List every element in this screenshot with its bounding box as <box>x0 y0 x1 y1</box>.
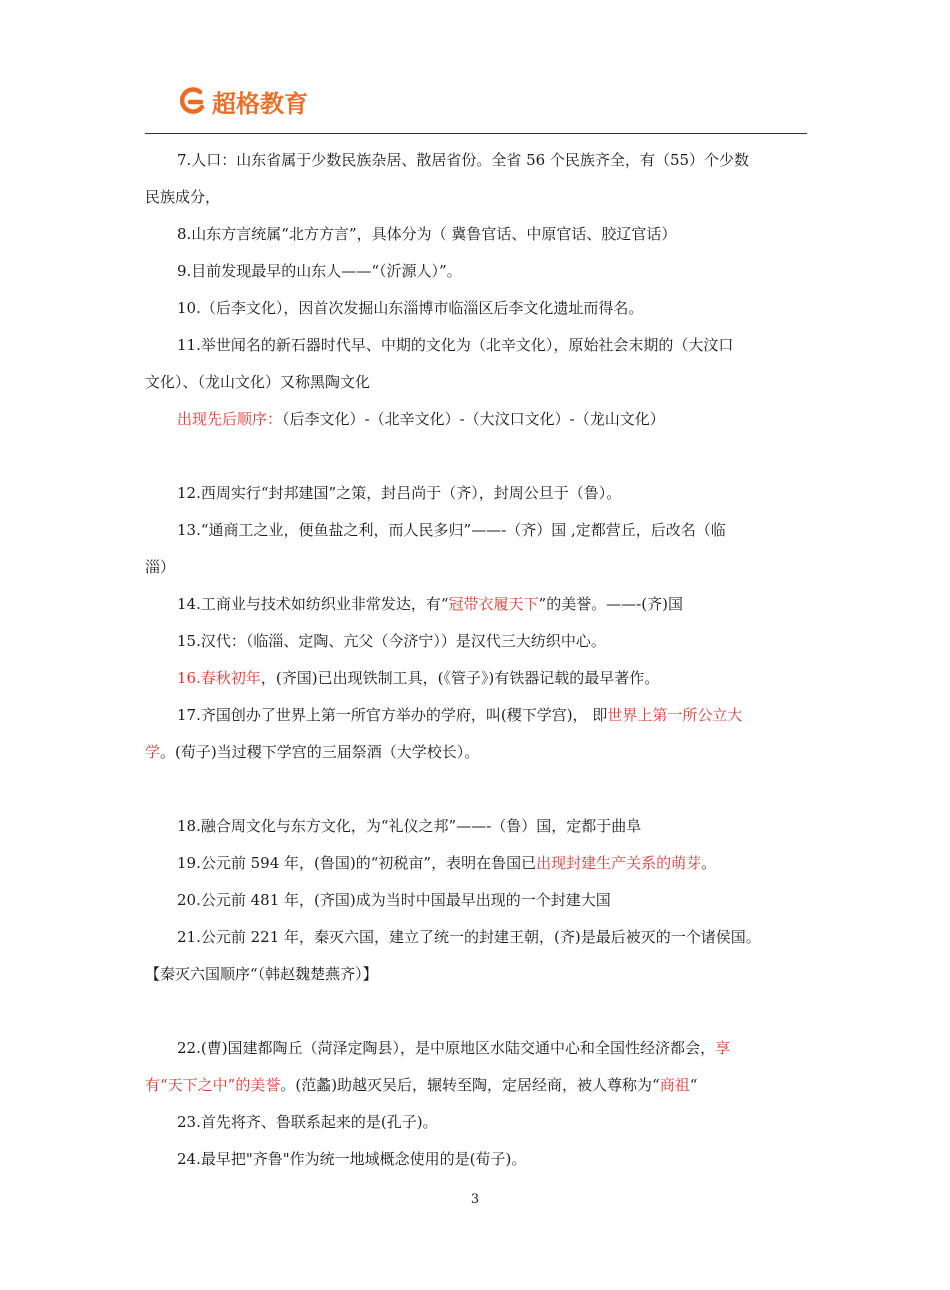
item-18: 18.融合周文化与东方文化，为“礼仪之邦”——-（鲁）国，定都于曲阜 <box>177 817 642 835</box>
item-7-line-2: 民族成分， <box>145 188 221 206</box>
item-13-line-1: 13.“通商工之业，便鱼盐之利，而人民多归”——-（齐）国 ,定都营丘，后改名（临 <box>177 521 726 539</box>
item-22-highlight-2: 有“天下之中”的美誉 <box>145 1076 281 1094</box>
item-16-text: ，(齐国)已出现铁制工具，(《管子》)有铁器记载的最早著作。 <box>260 669 660 687</box>
item-17-line-2 <box>145 734 809 771</box>
item-14 <box>145 586 809 623</box>
brand-logo <box>178 83 308 119</box>
item-21-line-2: 【秦灭六国顺序“（韩赵魏楚燕齐）】 <box>145 965 378 983</box>
item-22-text: 22.(曹)国建都陶丘（菏泽定陶县），是中原地区水陆交通中心和全国性经济都会， <box>177 1039 716 1057</box>
spacer <box>145 438 809 475</box>
item-8: 8.山东方言统属“北方方言”，具体分为（ 冀鲁官话、中原官话、胶辽官话） <box>177 225 677 243</box>
item-21-line-1: 21.公元前 221 年，秦灭六国，建立了统一的封建王朝，(齐)是最后被灭的一个诸侯国。 <box>177 928 761 946</box>
header-divider <box>145 133 807 134</box>
item-17-highlight: 世界上第一所公立大 <box>607 706 743 724</box>
culture-order-label: 出现先后顺序： <box>177 410 283 428</box>
item-17-line-1 <box>145 697 809 734</box>
spacer <box>145 993 809 1030</box>
item-14-highlight: 冠带衣履天下 <box>448 595 539 613</box>
item-16-highlight: 16.春秋初年 <box>177 669 261 687</box>
page-number: 3 <box>470 1192 480 1207</box>
item-22-highlight-3: 商祖 <box>659 1076 690 1094</box>
culture-order <box>145 401 809 438</box>
item-13-line-2: 淄） <box>145 558 176 576</box>
item-22-highlight: 享 <box>715 1039 731 1057</box>
item-22-text-end: “ <box>689 1076 698 1094</box>
document-body <box>145 142 809 1178</box>
item-12: 12.西周实行“封邦建国”之策，封吕尚于（齐），封周公旦于（鲁）。 <box>177 484 622 502</box>
item-22-line-1 <box>145 1030 809 1067</box>
item-20: 20.公元前 481 年，(齐国)成为当时中国最早出现的一个封建大国 <box>177 891 611 909</box>
item-11-line-2: 文化）、（龙山文化）又称黑陶文化 <box>145 373 371 391</box>
item-19-text-end: 。 <box>701 854 717 872</box>
brand-logo-icon <box>178 86 208 116</box>
item-23: 23.首先将齐、鲁联系起来的是(孔子)。 <box>177 1113 438 1131</box>
item-9: 9.目前发现最早的山东人——“（沂源人）”。 <box>177 262 462 280</box>
item-17-highlight-end: 学 <box>145 743 161 761</box>
item-19 <box>145 845 809 882</box>
item-22-text-2: 。(范蠡)助越灭吴后，辗转至陶，定居经商，被人尊称为“ <box>280 1076 660 1094</box>
item-19-text: 19.公元前 594 年，(鲁国)的“初税亩”，表明在鲁国已 <box>177 854 537 872</box>
item-22-line-2 <box>145 1067 809 1104</box>
item-15: 15.汉代：（临淄、定陶、亢父（今济宁））是汉代三大纺织中心。 <box>177 632 606 650</box>
culture-order-text: （后李文化）-（北辛文化）-（大汶口文化）-（龙山文化） <box>282 410 665 428</box>
item-17-text-end: 。(荀子)当过稷下学宫的三届祭酒（大学校长）。 <box>160 743 480 761</box>
item-17-text: 17.齐国创办了世界上第一所官方举办的学府，叫(稷下学宫)， 即 <box>177 706 608 724</box>
item-14-text: 14.工商业与技术如纺织业非常发达，有“ <box>177 595 449 613</box>
item-14-text-end: ”的美誉。——-(齐)国 <box>538 595 683 613</box>
item-24: 24.最早把"齐鲁"作为统一地域概念使用的是(荀子)。 <box>177 1150 527 1168</box>
brand-name: 超格教育 <box>212 89 308 118</box>
item-10: 10.（后李文化），因首次发掘山东淄博市临淄区后李文化遗址而得名。 <box>177 299 644 317</box>
item-19-highlight: 出现封建生产关系的萌芽 <box>536 854 702 872</box>
spacer <box>145 771 809 808</box>
item-16 <box>145 660 809 697</box>
item-11-line-1: 11.举世闻名的新石器时代早、中期的文化为（北辛文化），原始社会末期的（大汶口 <box>177 336 734 354</box>
item-7-line-1: 7.人口：山东省属于少数民族杂居、散居省份。全省 56 个民族齐全，有（55）个少数 <box>177 151 750 169</box>
